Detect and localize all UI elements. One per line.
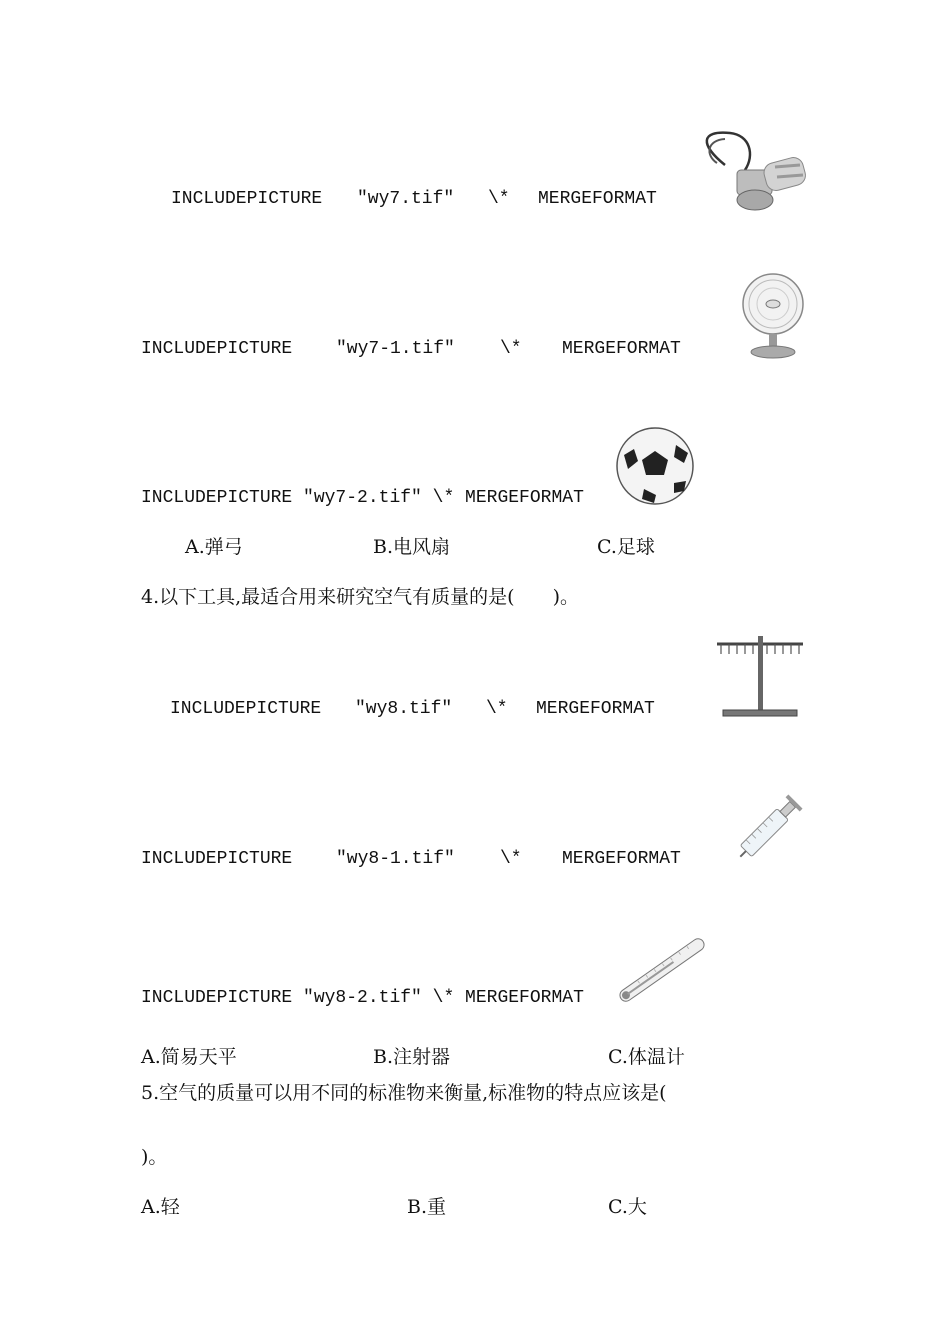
electric-fan-image bbox=[735, 272, 810, 362]
field-filename: "wy7.tif" bbox=[357, 189, 455, 209]
football-image bbox=[614, 425, 696, 507]
field-format: MERGEFORMAT bbox=[538, 189, 657, 209]
slingshot-image bbox=[695, 125, 815, 220]
field-keyword: INCLUDEPICTURE bbox=[170, 699, 322, 719]
option-c: C.足球 bbox=[597, 536, 655, 558]
field-switch: \* bbox=[488, 189, 510, 209]
thermometer-image bbox=[606, 932, 718, 1007]
question-4-stem: 4.以下工具,最适合用来研究空气有质量的是( )。 bbox=[141, 586, 579, 608]
field-keyword: INCLUDEPICTURE bbox=[171, 189, 323, 209]
option-b: B.注射器 bbox=[373, 1046, 451, 1068]
field-switch: \* bbox=[486, 699, 508, 719]
includepicture-wy8-2: INCLUDEPICTURE "wy8-2.tif" \* MERGEFORMAT bbox=[141, 988, 584, 1008]
syringe-image bbox=[728, 785, 813, 870]
field-switch: \* bbox=[500, 339, 522, 359]
option-b: B.重 bbox=[407, 1196, 447, 1218]
option-a: A.轻 bbox=[141, 1196, 180, 1218]
includepicture-wy7-2: INCLUDEPICTURE "wy7-2.tif" \* MERGEFORMAT bbox=[141, 488, 584, 508]
question-5-stem-line2: )。 bbox=[141, 1146, 168, 1168]
question-5-stem-line1: 5.空气的质量可以用不同的标准物来衡量,标准物的特点应该是( bbox=[141, 1082, 667, 1104]
option-a: A.弹弓 bbox=[185, 536, 243, 558]
option-c: C.体温计 bbox=[608, 1046, 685, 1068]
field-format: MERGEFORMAT bbox=[562, 849, 681, 869]
field-switch: \* bbox=[500, 849, 522, 869]
field-format: MERGEFORMAT bbox=[562, 339, 681, 359]
option-b: B.电风扇 bbox=[373, 536, 451, 558]
option-c: C.大 bbox=[608, 1196, 647, 1218]
field-keyword: INCLUDEPICTURE bbox=[141, 339, 293, 359]
simple-balance-image bbox=[713, 630, 808, 722]
field-filename: "wy8.tif" bbox=[355, 699, 453, 719]
field-filename: "wy8-1.tif" bbox=[336, 849, 455, 869]
option-a: A.简易天平 bbox=[141, 1046, 237, 1068]
field-keyword: INCLUDEPICTURE bbox=[141, 849, 293, 869]
field-filename: "wy7-1.tif" bbox=[336, 339, 455, 359]
field-format: MERGEFORMAT bbox=[536, 699, 655, 719]
